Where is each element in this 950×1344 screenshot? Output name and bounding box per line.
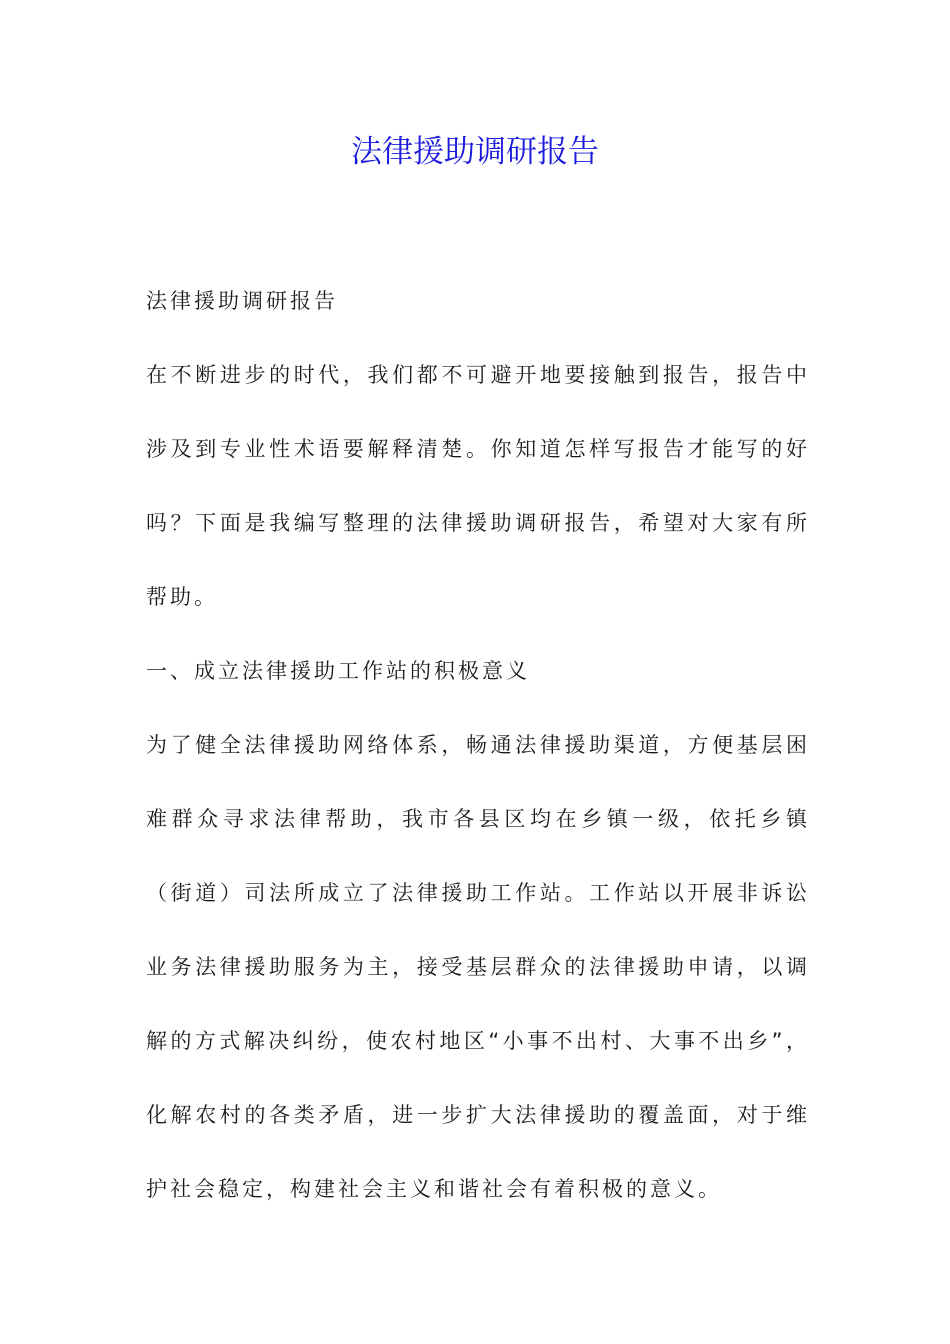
- subtitle-paragraph: 法律援助调研报告: [146, 289, 338, 313]
- document-title: 法律援助调研报告: [351, 134, 599, 170]
- section-paragraph: 为了健全法律援助网络体系，畅通法律援助渠道，方便基层困难群众寻求法律帮助，我市各县区均在乡镇一级，依托乡镇（街道）司法所成立了法律援助工作站。工作站以开展非诉讼业务法律援助服务为主，接受基层群众的法律援助申请，以调解的方式解决纠纷，使农村地区“小事不出村、大事不出乡”，化解农村的各类矛盾，进一步扩大法律援助的覆盖面，对于维护社会稳定，构建社会主义和谐社会有着积极的意义。: [146, 733, 810, 1201]
- section-heading: 一、成立法律援助工作站的积极意义: [146, 659, 530, 683]
- document-body: [146, 264, 810, 1226]
- intro-paragraph: 在不断进步的时代，我们都不可避开地要接触到报告，报告中涉及到专业性术语要解释清楚。你知道怎样写报告才能写的好吗？下面是我编写整理的法律援助调研报告，希望对大家有所帮助。: [146, 363, 810, 609]
